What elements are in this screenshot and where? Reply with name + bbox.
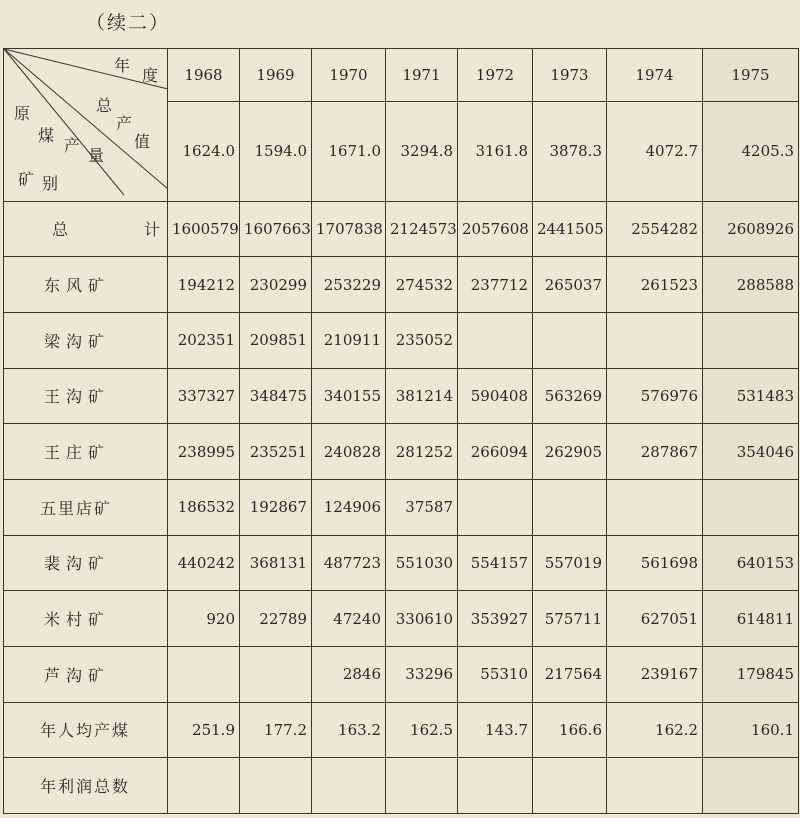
data-cell (458, 312, 533, 368)
table-row (4, 479, 799, 535)
data-cell: 166.6 (533, 702, 607, 758)
row-label: 总 计 (4, 201, 168, 257)
data-cell: 563269 (533, 368, 607, 424)
table-caption: （续二） (86, 12, 171, 34)
data-cell (240, 758, 312, 814)
data-cell (703, 312, 799, 368)
data-cell: 209851 (240, 312, 312, 368)
corner-label-year-2: 度 (142, 66, 159, 85)
data-cell: 487723 (312, 535, 386, 591)
data-cell: 192867 (240, 479, 312, 535)
data-cell: 353927 (458, 591, 533, 647)
year-header: 1973 (533, 49, 607, 102)
corner-label-mine-1: 矿 (18, 170, 35, 189)
data-cell: 33296 (386, 646, 458, 702)
data-cell: 2608926 (703, 201, 799, 257)
data-cell: 557019 (533, 535, 607, 591)
year-header: 1970 (312, 49, 386, 102)
corner-label-year-1: 年 (114, 56, 131, 75)
data-cell (240, 646, 312, 702)
data-cell: 235251 (240, 424, 312, 480)
output-value-cell: 3161.8 (458, 101, 533, 201)
year-header: 1974 (607, 49, 703, 102)
output-value-cell: 4205.3 (703, 101, 799, 201)
data-cell: 368131 (240, 535, 312, 591)
data-cell: 337327 (168, 368, 240, 424)
data-cell: 281252 (386, 424, 458, 480)
data-cell: 531483 (703, 368, 799, 424)
data-cell: 627051 (607, 591, 703, 647)
data-cell: 261523 (607, 257, 703, 313)
row-label: 年利润总数 (4, 758, 168, 814)
data-cell (703, 758, 799, 814)
data-cell: 235052 (386, 312, 458, 368)
year-header: 1968 (168, 49, 240, 102)
row-label: 王沟矿 (4, 368, 168, 424)
table-row (4, 368, 799, 424)
data-cell: 143.7 (458, 702, 533, 758)
data-cell: 177.2 (240, 702, 312, 758)
table-row (4, 646, 799, 702)
data-cell (386, 758, 458, 814)
output-value-cell: 1624.0 (168, 101, 240, 201)
data-cell: 354046 (703, 424, 799, 480)
data-cell (607, 312, 703, 368)
data-cell (607, 758, 703, 814)
data-cell: 162.2 (607, 702, 703, 758)
data-cell: 210911 (312, 312, 386, 368)
output-value-cell: 3294.8 (386, 101, 458, 201)
data-cell: 590408 (458, 368, 533, 424)
corner-label-value-1: 总 (96, 96, 113, 115)
coal-output-table (3, 48, 799, 814)
data-cell (312, 758, 386, 814)
table-row (4, 535, 799, 591)
row-label: 王庄矿 (4, 424, 168, 480)
data-cell (533, 479, 607, 535)
table-row (4, 591, 799, 647)
data-cell: 162.5 (386, 702, 458, 758)
data-cell: 262905 (533, 424, 607, 480)
year-header: 1969 (240, 49, 312, 102)
data-cell: 265037 (533, 257, 607, 313)
data-cell: 2124573 (386, 201, 458, 257)
data-cell: 576976 (607, 368, 703, 424)
row-label: 东风矿 (4, 257, 168, 313)
data-cell: 251.9 (168, 702, 240, 758)
output-value-cell: 1594.0 (240, 101, 312, 201)
data-cell: 217564 (533, 646, 607, 702)
year-header: 1972 (458, 49, 533, 102)
row-label: 年人均产煤 (4, 702, 168, 758)
corner-label-mine-2: 别 (42, 174, 59, 193)
corner-header-cell (4, 49, 168, 202)
year-header: 1971 (386, 49, 458, 102)
data-cell: 194212 (168, 257, 240, 313)
data-cell: 1600579 (168, 201, 240, 257)
data-cell: 230299 (240, 257, 312, 313)
data-cell (703, 479, 799, 535)
row-label: 芦沟矿 (4, 646, 168, 702)
corner-label-output-4: 量 (88, 146, 105, 165)
data-cell: 2057608 (458, 201, 533, 257)
data-cell: 381214 (386, 368, 458, 424)
data-cell: 575711 (533, 591, 607, 647)
data-cell: 288588 (703, 257, 799, 313)
data-cell: 551030 (386, 535, 458, 591)
data-cell: 239167 (607, 646, 703, 702)
row-label: 米村矿 (4, 591, 168, 647)
data-cell: 274532 (386, 257, 458, 313)
corner-label-output-3: 产 (64, 136, 81, 155)
table-row (4, 424, 799, 480)
table-row (4, 312, 799, 368)
data-cell (533, 758, 607, 814)
data-cell: 240828 (312, 424, 386, 480)
corner-label-value-2: 产 (116, 114, 133, 133)
data-cell (168, 758, 240, 814)
data-cell: 253229 (312, 257, 386, 313)
corner-label-output-2: 煤 (38, 126, 55, 145)
data-cell (607, 479, 703, 535)
data-cell: 287867 (607, 424, 703, 480)
year-header: 1975 (703, 49, 799, 102)
data-cell: 22789 (240, 591, 312, 647)
corner-label-output-1: 原 (14, 104, 31, 123)
data-cell: 266094 (458, 424, 533, 480)
data-cell: 37587 (386, 479, 458, 535)
output-value-cell: 4072.7 (607, 101, 703, 201)
data-cell (533, 312, 607, 368)
data-cell (458, 758, 533, 814)
data-cell: 238995 (168, 424, 240, 480)
output-value-cell: 1671.0 (312, 101, 386, 201)
table-row (4, 257, 799, 313)
data-cell: 640153 (703, 535, 799, 591)
data-cell (168, 646, 240, 702)
data-cell: 2441505 (533, 201, 607, 257)
data-cell: 1707838 (312, 201, 386, 257)
data-cell: 1607663 (240, 201, 312, 257)
data-cell: 160.1 (703, 702, 799, 758)
data-cell: 186532 (168, 479, 240, 535)
data-cell: 348475 (240, 368, 312, 424)
table-row (4, 702, 799, 758)
corner-label-value-3: 值 (134, 132, 151, 151)
data-cell: 124906 (312, 479, 386, 535)
data-cell: 55310 (458, 646, 533, 702)
data-cell (458, 479, 533, 535)
row-label: 五里店矿 (4, 479, 168, 535)
data-cell: 561698 (607, 535, 703, 591)
data-cell: 179845 (703, 646, 799, 702)
data-cell: 237712 (458, 257, 533, 313)
data-cell: 2846 (312, 646, 386, 702)
data-cell: 163.2 (312, 702, 386, 758)
data-cell: 614811 (703, 591, 799, 647)
data-cell: 47240 (312, 591, 386, 647)
table-row (4, 758, 799, 814)
data-cell: 340155 (312, 368, 386, 424)
data-cell: 202351 (168, 312, 240, 368)
row-label: 梁沟矿 (4, 312, 168, 368)
table-row (4, 201, 799, 257)
output-value-cell: 3878.3 (533, 101, 607, 201)
data-cell: 2554282 (607, 201, 703, 257)
data-cell: 920 (168, 591, 240, 647)
data-cell: 330610 (386, 591, 458, 647)
data-cell: 440242 (168, 535, 240, 591)
data-cell: 554157 (458, 535, 533, 591)
row-label: 裴沟矿 (4, 535, 168, 591)
